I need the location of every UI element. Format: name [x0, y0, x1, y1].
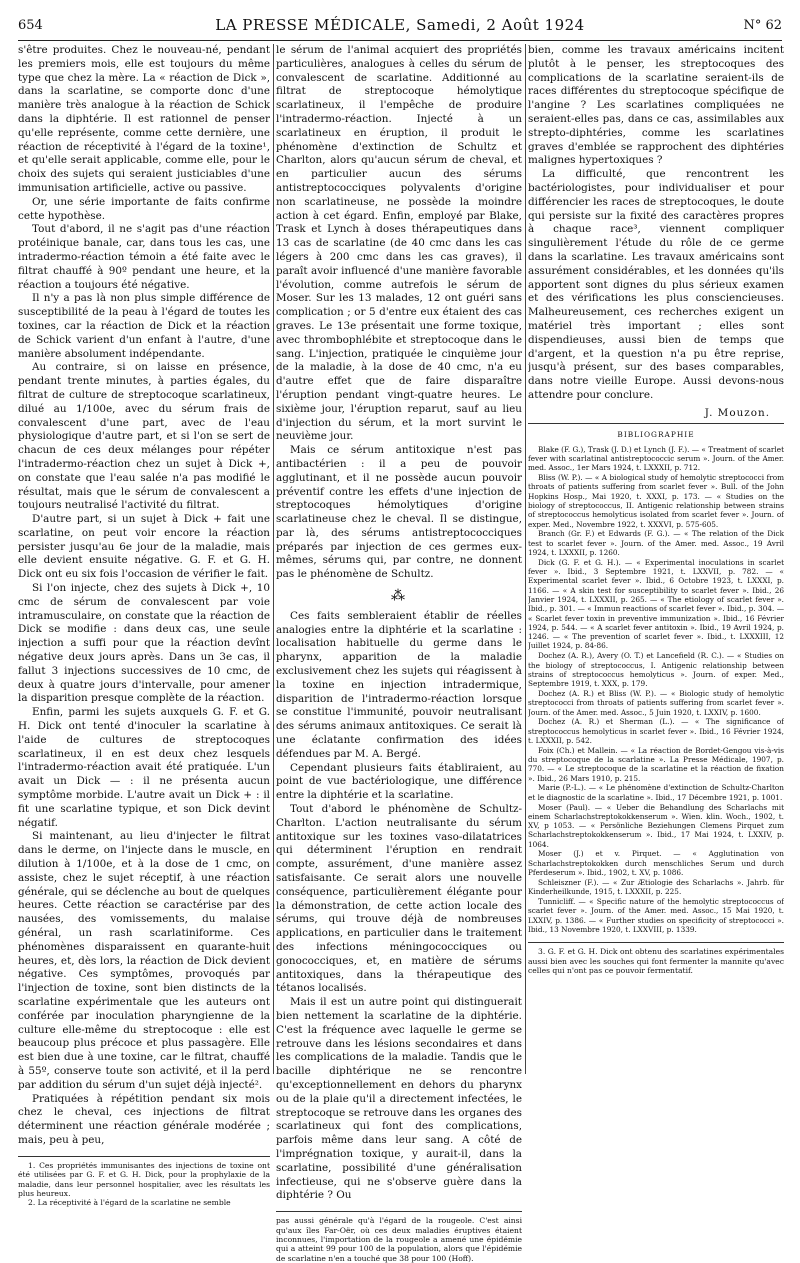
article-text — [276, 44, 522, 1203]
paragraph: Pratiquées à répétition pendant six mois chez le cheval, ces injections de filtrat déterminent une réaction générale modérée ; mais, peu à peu, — [18, 1092, 270, 1146]
footnote: 1. Ces propriétés immunisantes des injections de toxine ont été utilisées par G. F. et G. H. Dick, pour la prophylaxie de la maladie, dans leur personnel hospitalier, avec les résultats les plus heureux. — [18, 1160, 270, 1198]
bibliography-heading: BIBLIOGRAPHIE — [617, 429, 695, 439]
bibliography-entry: Schleiszner (F.). — « Zur Ætiologie des Scharlachs ». Jahrb. für Kinderheilkunde, 1915, t. LXXXII, p. 225. — [528, 877, 784, 897]
bibliography-entry: Moser (J.) et v. Pirquet. — « Agglutination von Scharlachstreptokokken durch menschliches Serum und durch Pferdeserum ». Ibid., 1902, t. XV, p. 1086. — [528, 849, 784, 878]
paragraph: Mais ce sérum antitoxique n'est pas antibactérien : il a peu de pouvoir agglutinant, et il ne possède aucun pouvoir préventif contre les effets d'une injection de streptocoques hémolytiques d'origine scarlatineuse chez le cheval. Il se distingue, par là, des sérums antistreptococciques préparés par injection de ces germes eux-mêmes, sérums qui, par contre, ne donnent pas le phénomène de Schultz. — [276, 444, 522, 581]
issue-number: N° 62 — [743, 18, 782, 33]
paragraph: Au contraire, si on laisse en présence, pendant trente minutes, à parties égales, du filtrat de culture de streptocoque scarlatineux, dilué au 1/100e, avec du sérum frais de convalescent d'une part, avec de l'eau physiologique d'autre part, et si l'on se sert de chacun de ces deux mélanges pour répéter l'intradermo-réaction chez un sujet à Dick +, on constate que l'eau salée n'a pas modifié le résultat, mais que le sérum de convalescent a toujours neutralisé l'activité du filtrat. — [18, 361, 270, 512]
bibliography-entry: Blake (F. G.), Trask (J. D.) et Lynch (J. F.). — « Treatment of scarlet fever with scarlatinal antistreptococcic serum ». Journ. of the Amer. med. Assoc., 1er Mars 1924, t. LXXXII, p. 712. — [528, 444, 784, 473]
page-number: 654 — [18, 18, 43, 33]
footnote: pas aussi générale qu'à l'égard de la rougeole. C'est ainsi qu'aux îles Far-Oër, où ces deux maladies éruptives étaient inconnues, l'importation de la rougeole a amené une épidémie qui a atteint 99 pour 100 de la population, alors que l'épidémie de scarlatine n'en a touché que 38 pour 100 (Hoff). — [276, 1216, 522, 1263]
footnotes — [18, 1161, 270, 1208]
bibliography-entry: Moser (Paul). — « Ueber die Behandlung des Scharlachs mit einem Scharlachstreptokokkenserum ». Wien. klin. Woch., 1902, t. XV, p 1053. — « Persönliche Beziehungen Clemens Pirquet zum Scharlachstreptokokkenserum ». Ibid., 17 Mai 1924, t. LXXIV, p. 1064. — [528, 802, 784, 849]
paragraph: Ces faits sembleraient établir de réelles analogies entre la diphtérie et la scarlatine : localisation habituelle du germe dans le pharynx, apparition de la maladie exclusivement chez les sujets qui réagissent à la toxine en injection intradermique, disparition de l'intradermo-réaction lorsque se constitue l'immunité, pouvoir neutralisant des sérums animaux antitoxiques. Ce serait là une éclatante confirmation des idées défendues par M. A. Bergé. — [276, 609, 522, 760]
column-1 — [18, 44, 270, 1208]
column-3 — [528, 44, 784, 975]
journal-title: LA PRESSE MÉDICALE, Samedi, 2 Août 1924 — [215, 16, 585, 34]
author-signature: J. Mouzon. — [704, 406, 770, 419]
column-2 — [276, 44, 522, 1263]
article-text — [528, 44, 784, 403]
bibliography-entry: Marie (P.-L.). — « Le phénomène d'extinction de Schultz-Charlton et le diagnostic de la scarlatine ». Ibid., 17 Décembre 1921, p. 1001. — [528, 783, 784, 802]
paragraph: Il n'y a pas là non plus simple différence de susceptibilité de la peau à l'égard de toutes les toxines, car la réaction de Dick et la réaction de Schick varient d'un enfant à l'autre, d'une manière absolument indépendante. — [18, 292, 270, 360]
bibliography-entry: Foix (Ch.) et Mallein. — « La réaction de Bordet-Gengou vis-à-vis du streptocoque de la scarlatine ». La Presse Médicale, 1907, p. 770. — « Le streptocoque de la scarlatine et la réaction de fixation ». Ibid., 26 Mars 1910, p. 215. — [528, 745, 784, 783]
paragraph: s'être produites. Chez le nouveau-né, pendant les premiers mois, elle est toujours du même type que chez la mère. La « réaction de Dick », dans la scarlatine, se comporte donc d'une manière très analogue à la réaction de Schick dans la diphtérie. Il est rationnel de penser qu'elle représente, comme cette dernière, une réaction de réceptivité à l'égard de la toxine¹, et qu'elle serait applicable, comme elle, pour le choix des sujets qui seraient justiciables d'une immunisation artificielle, active ou passive. — [18, 44, 270, 194]
paragraph: Si maintenant, au lieu d'injecter le filtrat dans le derme, on l'injecte dans le muscle, en dilution à 1/100e, et à la dose de 1 cmc, on assiste, chez le sujet réceptif, à une réaction générale, qui se déclenche au bout de quelques heures. Cette réaction se caractérise par des nausées, des vomissements, du malaise général, un rash scarlatiniforme. Ces phénomènes disparaissent en quarante-huit heures, et, dès lors, la réaction de Dick devient négative. Ces symptômes, provoqués par l'injection de toxine, sont bien distincts de la scarlatine expérimentale que les auteurs ont conférée par inoculation pharyngienne de la culture elle-même du streptocoque : elle est beaucoup plus précoce et plus passagère. Elle est bien due à une toxine, car le filtrat, chauffé à 55º, conserve toute son activité, et il la perd par addition du sérum d'un sujet déjà injecté². — [18, 830, 270, 1091]
footnote-separator — [276, 1211, 522, 1212]
paragraph: Si l'on injecte, chez des sujets à Dick +, 10 cmc de sérum de convalescent par voie intramusculaire, on constate que la réaction de Dick se modifie : dans deux cas, une seule injection a suffi pour que la réaction devînt négative deux jours après. Dans un 3e cas, il fallut 3 injections successives de 10 cmc, de deux à quatre jours d'intervalle, pour amener la disparition presque complète de la réaction. — [18, 582, 270, 705]
paragraph: Mais il est un autre point qui distinguerait bien nettement la scarlatine de la diphtérie. C'est la fréquence avec laquelle le germe se retrouve dans les lésions secondaires et dans les complications de la maladie. Tandis que le bacille diphtérique ne se rencontre qu'exceptionnellement en dehors du pharynx ou de la plaie qu'il a directement infectées, le streptocoque se retrouve dans les organes des scarlatineux qui font des complications, parfois même dans leur sang. A côté de l'imprégnation toxique, y aurait-il, dans la scarlatine, possibilité d'une généralisation infectieuse, qui ne s'observe guère dans la diphtérie ? Ou — [276, 996, 522, 1202]
paragraph: Cependant plusieurs faits établiraient, au point de vue bactériologique, une différence entre la diphtérie et la scarlatine. — [276, 761, 522, 802]
article-text — [18, 44, 270, 1148]
footnote: 2. La réceptivité à l'égard de la scarlatine ne semble — [28, 1198, 231, 1208]
bibliography-entry: Tunnicliff. — « Specific nature of the hemolytic streptococcus of scarlet fever ». Journ. of the Amer. med. Assoc., 15 Mai 1920, t. LXXIV, p. 1386. — « Further studies on specificity of streptococci ». Ibid., 13 Novembre 1920, t. LXXVIII, p. 1339. — [528, 896, 784, 934]
footnote: 3. G. F. et G. H. Dick ont obtenu des scarlatines expérimentales aussi bien avec les souches qui font fermenter la mannite qu'avec celles qui n'ont pas ce pouvoir fermentatif. — [528, 947, 784, 975]
bibliography-entry: Dochez (A. R.), Avery (O. T.) et Lancefield (R. C.). — « Studies on the biology of streptococcus, I. Antigenic relationship between strains of streptococcus hemolyticus ». Journ. of exper. Med., Septembre 1919, t. XXX, p. 179. — [528, 651, 784, 689]
page-header — [18, 16, 782, 38]
footnote-separator — [528, 942, 784, 943]
header-rule — [18, 40, 782, 41]
paragraph: Enfin, parmi les sujets auxquels G. F. et G. H. Dick ont tenté d'inoculer la scarlatine à l'aide de cultures de streptocoques scarlatineux, il en est deux chez lesquels l'intradermo-réaction avait été pratiquée. L'un avait un Dick — : il ne présenta aucun symptôme morbide. L'autre avait un Dick + : il fit une scarlatine typique, et son Dick devint négatif. — [18, 706, 270, 829]
bibliography-entry: Dick (G. F. et G. H.). — « Experimental inoculations in scarlet fever ». Ibid., 3 Septembre 1921, t. LXXVII, p. 782. — « Experimental scarlet fever ». Ibid., 6 Octobre 1923, t. LXXXI, p. 1166. — « A skin test for susceptibility to scarlet fever ». Ibid., 26 Janvier 1924, t. LXXXII, p. 265. — « The etiology of scarlet fever ». Ibid., p. 301. — « Immun reactions of scarlet fever ». Ibid., p. 304. — « Scarlet fever toxin in preventive immunization ». Ibid., 16 Février 1924, p. 544. — « A scarlet fever antitoxin ». Ibid., 19 Avril 1924, p. 1246. — « The prevention of scarlet fever ». Ibid., t. LXXXIII, 12 Juillet 1924, p. 84-86. — [528, 557, 784, 651]
bibliography-entry: Bliss (W. P.). — « A biological study of hemolytic streptococci from throats of patients suffering from scarlet fever ». Bull. of the John Hopkins Hosp., Mai 1920, t. XXXI, p. 173. — « Studies on the biology of streptococcus, II. Antigenic relationship between strains of streptococcus hemolyticus isolated from scarlet fever ». Journ. of exper. Med., Novembre 1922, t. XXXVI, p. 575-605. — [528, 473, 784, 529]
bibliography — [528, 445, 784, 934]
paragraph: Tout d'abord le phénomène de Schultz-Charlton. L'action neutralisante du sérum antitoxique sur les toxines vaso-dilatatrices qui déterminent l'éruption en rendrait compte, assurément, d'une manière assez satisfaisante. Ce serait alors une nouvelle conséquence, particulièrement élégante pour la démonstration, de cette action locale des sérums, qui trouve déjà de nombreuses applications, en particulier dans le traitement des infections méningococciques ou gonococciques, et, en matière de sérums antitoxiques, dans la thérapeutique des tétanos localisés. — [276, 803, 522, 995]
footnotes — [276, 1216, 522, 1263]
column-divider — [273, 44, 274, 1074]
paragraph: Tout d'abord, il ne s'agit pas d'une réaction protéinique banale, car, dans tous les cas, une intradermo-réaction témoin a été faite avec le filtrat chauffé à 90º pendant une heure, et la réaction a toujours été négative. — [18, 223, 270, 291]
bibliography-entry: Dochez (A. R.) et Sherman (L.). — « The significance of streptococcus hemolyticus in scarlet fever ». Ibid., 16 Février 1924, t. LXXXII, p. 542. — [528, 717, 784, 745]
paragraph: bien, comme les travaux américains incitent plutôt à le penser, les streptocoques des complications de la scarlatine seraient-ils de races différentes du streptocoque spécifique de l'angine ? Les scarlatines compliquées ne seraient-elles pas, dans ce cas, assimilables aux strepto-diphtéries, comme les scarlatines graves d'emblée se rapprochent des diphtéries malignes hypertoxiques ? — [528, 44, 784, 167]
paragraph: La difficulté, que rencontrent les bactériologistes, pour individualiser et pour différencier les races de streptocoques, le doute qui persiste sur la fixité des caractères propres à chaque race³, viennent compliquer singulièrement l'étude du rôle de ce germe dans la scarlatine. Les travaux américains sont assurément considérables, et les données qu'ils apportent sont dignes du plus sérieux examen et des vérifications les plus consciencieuses. Malheureusement, ces recherches exigent un matériel très important ; elles sont dispendieuses, aussi bien de temps que d'argent, et la question n'a pu être reprise, jusqu'à présent, sur des bases comparables, dans notre vieille Europe. Aussi devons-nous attendre pour conclure. — [528, 168, 784, 401]
paragraph: Or, une série importante de faits confirme cette hypothèse. — [18, 195, 270, 222]
paragraph: le sérum de l'animal acquiert des propriétés particulières, analogues à celles du sérum de convalescent de scarlatine. Additionné au filtrat de streptocoque hémolytique scarlatineux, il l'empêche de produire l'intradermo-réaction. Injecté à un scarlatineux en éruption, il produit le phénomène d'extinction de Schultz et Charlton, alors qu'aucun sérum de cheval, et en particulier aucun des sérums antistreptococciques polyvalents d'origine non scarlatineuse, ne possède la moindre action à cet égard. Enfin, employé par Blake, Trask et Lynch à doses thérapeutiques dans 13 cas de scarlatine (de 40 cmc dans les cas légers à 200 cmc dans les cas graves), il paraît avoir influencé d'une manière favorable l'évolution, comme autrefois le sérum de Moser. Sur les 13 malades, 12 ont guéri sans complication ; or 5 d'entre eux étaient des cas graves. Le 13e présentait une forme toxique, avec thrombophlébite et streptocoque dans le sang. L'injection, pratiquée le cinquième jour de la maladie, à la dose de 40 cmc, n'a eu d'autre effet que de faire disparaître l'éruption pendant vingt-quatre heures. Le sixième jour, l'éruption reparut, sauf au lieu d'injection du sérum, et la mort survint le neuvième jour. — [276, 44, 522, 443]
bibliography-entry: Dochez (A. R.) et Bliss (W. P.). — « Biologic study of hemolytic streptococci from throats of patients suffering from scarlet fever ». Journ. of the Amer. med. Assoc., 5 Juin 1920, t. LXXIV, p. 1600. — [528, 688, 784, 717]
footnote-separator — [18, 1156, 270, 1157]
column-divider — [525, 44, 526, 1074]
bibliography-rule — [528, 423, 784, 424]
bibliography-entry: Branch (Gr. F.) et Edwards (F. G.). — « The relation of the Dick test to scarlet fever ». Journ. of the Amer. med. Assoc., 19 Avril 1924, t. LXXXII, p. 1260. — [528, 529, 784, 557]
paragraph: D'autre part, si un sujet à Dick + fait une scarlatine, on peut voir encore la réaction persister jusqu'au 6e jour de la maladie, mais elle devient ensuite négative. G. F. et G. H. Dick ont eu six fois l'occasion de vérifier le fait. — [18, 513, 270, 581]
section-asterism: ⁂ — [391, 588, 407, 605]
footnotes — [528, 947, 784, 975]
